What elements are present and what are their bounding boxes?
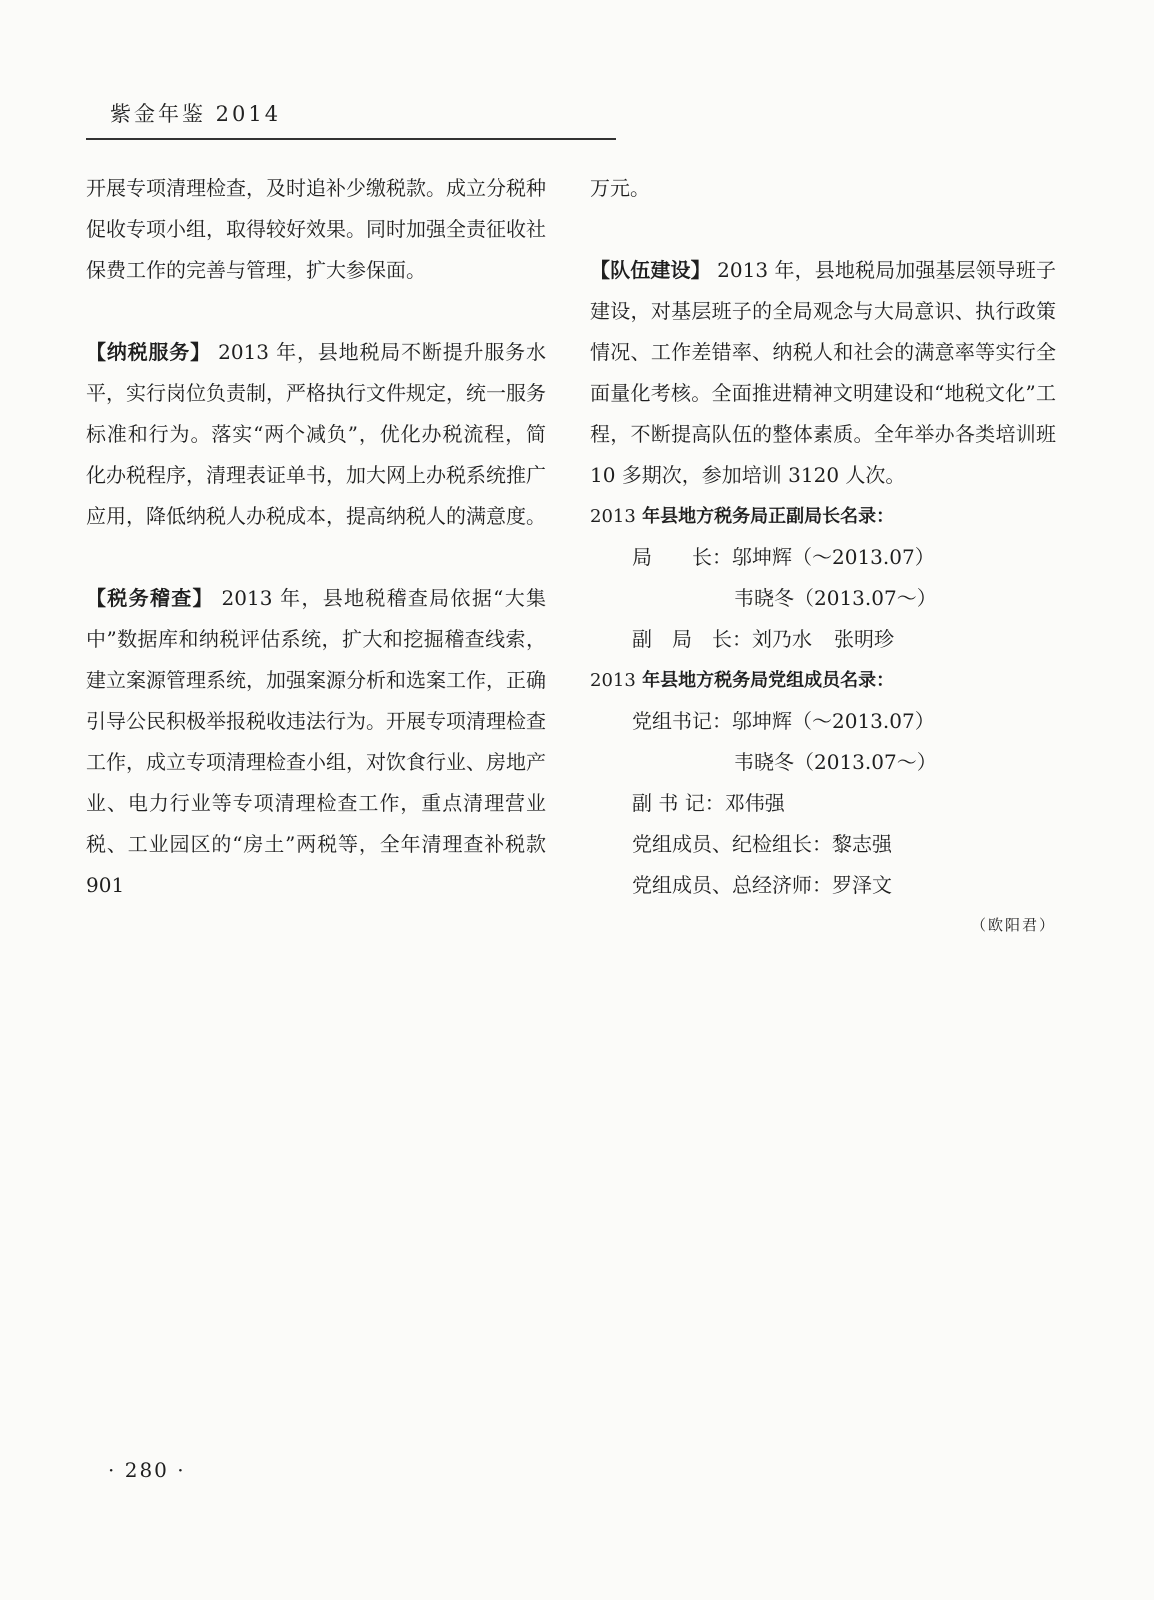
paragraph-continuation: 万元。 <box>590 176 650 200</box>
section-text: 2013 年，县地税稽查局依据“大集中”数据库和纳税评估系统，扩大和挖掘稽查线索，建立案源管理系统，加强案源分析和选案工作，正确引导公民积极举报税收违法行为。开展专项清理检查工作，成立专项清理检查小组，对饮食行业、房地产业、电力行业等专项清理检查工作，重点清理营业税、工业园区的“房土”两税等，全年清理查补税款 901 <box>86 586 547 897</box>
section-heading: 【纳税服务】 <box>86 340 211 364</box>
secretary-row: 韦晓冬（2013.07～） <box>734 750 937 774</box>
right-column <box>590 168 1056 940</box>
directors-list-title: 2013 年县地方税务局正副局长名录： <box>590 506 895 527</box>
section-tax-audit <box>86 578 546 906</box>
director-row: 局 长：邬坤辉（～2013.07） <box>632 545 935 569</box>
deputy-secretary-row: 副 书 记：邓伟强 <box>632 791 785 815</box>
running-header-title: 紫金年鉴 2014 <box>110 102 282 126</box>
section-text: 2013 年，县地税局加强基层领导班子建设，对基层班子的全局观念与大局意识、执行政策情况、工作差错率、纳税人和社会的满意率等实行全面量化考核。全面推进精神文明建设和“地税文化”工程，不断提高队伍的整体素质。全年举办各类培训班 10 多期次，参加培训 3120 人次。 <box>590 258 1056 487</box>
secretary-row: 党组书记：邬坤辉（～2013.07） <box>632 709 935 733</box>
page-number: · 280 · <box>108 1458 186 1482</box>
author-credit: （欧阳君） <box>970 916 1056 934</box>
director-row: 韦晓冬（2013.07～） <box>734 586 937 610</box>
paragraph-continuation: 开展专项清理检查，及时追补少缴税款。成立分税种促收专项小组，取得较好效果。同时加强全责征收社保费工作的完善与管理，扩大参保面。 <box>86 176 546 282</box>
left-column <box>86 168 546 906</box>
section-text: 2013 年，县地税局不断提升服务水平，实行岗位负责制，严格执行文件规定，统一服务标准和行为。落实“两个减负”，优化办税流程，简化办税程序，清理表证单书，加大网上办税系统推广应用，降低纳税人办税成本，提高纳税人的满意度。 <box>86 340 546 528</box>
section-team-building <box>590 250 1056 496</box>
section-heading: 【队伍建设】 <box>590 258 711 282</box>
discipline-row: 党组成员、纪检组长：黎志强 <box>632 832 892 856</box>
section-tax-service <box>86 332 546 537</box>
economist-row: 党组成员、总经济师：罗泽文 <box>632 873 892 897</box>
section-heading: 【税务稽查】 <box>86 586 214 610</box>
party-list-title: 2013 年县地方税务局党组成员名录： <box>590 670 895 691</box>
header-rule <box>86 138 616 140</box>
deputy-director-row: 副 局 长：刘乃水 张明珍 <box>632 627 894 651</box>
